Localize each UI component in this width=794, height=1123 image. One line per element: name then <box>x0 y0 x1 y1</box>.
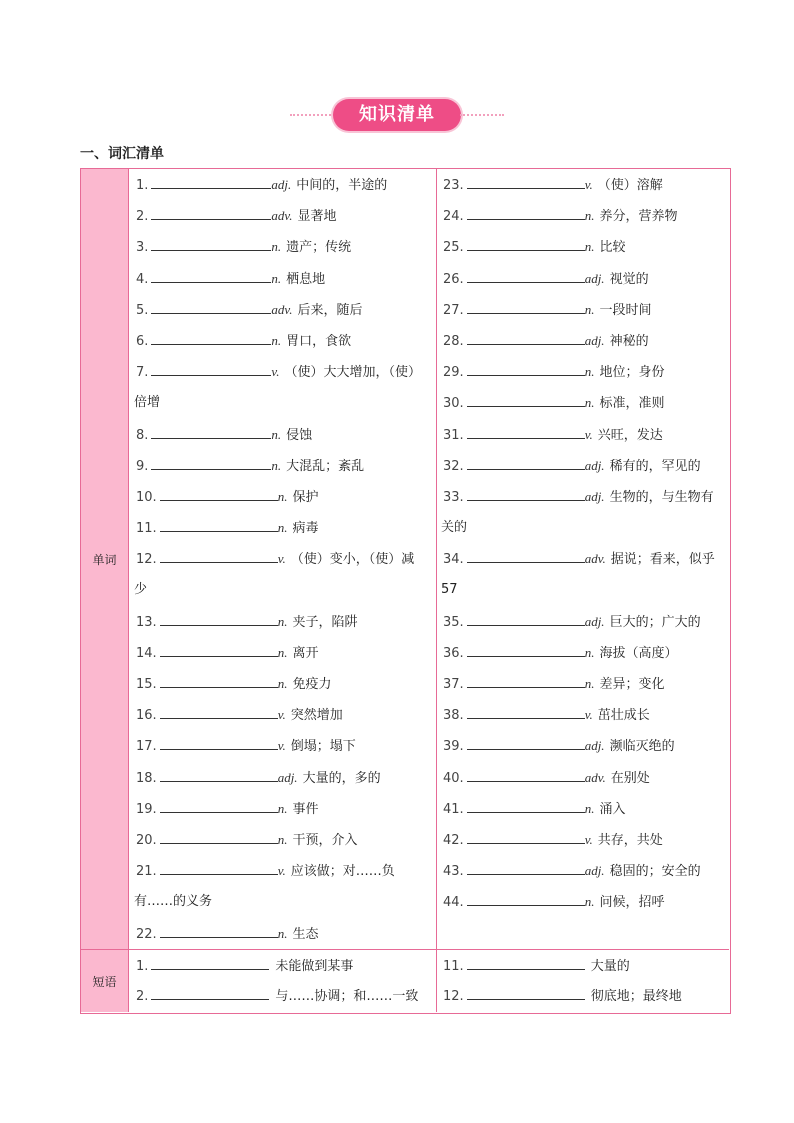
meaning: 稳固的；安全的 <box>609 864 701 880</box>
part-of-speech: adj. <box>584 863 605 879</box>
word-item <box>136 419 432 450</box>
answer-blank[interactable] <box>467 238 585 251</box>
item-number: 24. <box>443 209 464 225</box>
part-of-speech: adv. <box>271 208 293 224</box>
answer-blank[interactable] <box>467 426 585 439</box>
word-item <box>136 637 432 668</box>
meaning-continued: 少 <box>134 582 148 598</box>
part-of-speech: n. <box>584 301 595 317</box>
answer-blank[interactable] <box>160 862 278 875</box>
answer-blank[interactable] <box>467 675 585 688</box>
item-number: 22. <box>136 926 157 942</box>
item-number: 6. <box>136 333 149 349</box>
answer-blank[interactable] <box>151 301 271 314</box>
answer-blank[interactable] <box>467 737 585 750</box>
word-item <box>443 668 729 699</box>
answer-blank[interactable] <box>467 332 585 345</box>
word-item <box>443 200 729 231</box>
item-number: 1. <box>136 178 149 193</box>
item-number: 30. <box>443 396 464 412</box>
word-item <box>443 762 729 793</box>
words-column-right <box>443 169 729 918</box>
word-item <box>443 387 729 418</box>
part-of-speech: n. <box>277 520 288 536</box>
word-item <box>136 512 432 543</box>
meaning: 夹子，陷阱 <box>292 614 358 630</box>
part-of-speech: adj. <box>584 738 605 754</box>
answer-blank[interactable] <box>467 862 585 875</box>
meaning: 栖息地 <box>286 271 326 287</box>
item-number: 5. <box>136 302 149 318</box>
word-item <box>443 886 729 917</box>
item-number: 27. <box>443 302 464 318</box>
word-item <box>443 419 729 450</box>
answer-blank[interactable] <box>160 925 278 938</box>
meaning: 干预，介入 <box>292 832 358 848</box>
answer-blank[interactable] <box>151 426 271 439</box>
answer-blank[interactable] <box>151 457 271 470</box>
meaning: 在别处 <box>610 770 650 786</box>
part-of-speech: n. <box>271 457 282 473</box>
item-number: 15. <box>136 677 157 692</box>
word-item <box>136 169 432 200</box>
answer-blank[interactable] <box>467 893 585 906</box>
word-item <box>136 762 432 793</box>
meaning: 突然增加 <box>290 708 343 724</box>
meaning: 稀有的，罕见的 <box>609 458 701 474</box>
item-number: 2. <box>136 209 149 225</box>
meaning: （使）溶解 <box>597 178 663 193</box>
answer-blank[interactable] <box>467 769 585 782</box>
item-number: 25. <box>443 240 464 256</box>
answer-blank[interactable] <box>467 550 585 563</box>
meaning: 倒塌；塌下 <box>290 739 356 755</box>
answer-blank[interactable] <box>467 957 585 970</box>
word-item <box>136 294 432 325</box>
part-of-speech: n. <box>271 332 282 348</box>
item-number: 9. <box>136 458 149 474</box>
item-number: 12. <box>443 989 464 1004</box>
word-item <box>443 637 729 668</box>
word-item <box>136 606 432 637</box>
part-of-speech: v. <box>584 177 593 192</box>
item-number: 12. <box>136 552 157 568</box>
part-of-speech: n. <box>584 395 595 411</box>
phrases-column-left <box>136 952 432 1012</box>
section-title: 一、词汇清单 <box>80 146 164 162</box>
item-number: 39. <box>443 739 464 755</box>
word-item <box>443 356 729 387</box>
answer-blank[interactable] <box>151 238 271 251</box>
word-item <box>136 699 432 730</box>
part-of-speech: n. <box>277 831 288 847</box>
word-item <box>136 543 432 574</box>
word-item <box>443 231 729 262</box>
word-item <box>443 481 729 512</box>
item-number: 11. <box>136 521 157 537</box>
item-number: 36. <box>443 645 464 661</box>
meaning: 神秘的 <box>609 333 649 349</box>
part-of-speech: n. <box>271 426 282 442</box>
part-of-speech: v. <box>277 863 286 879</box>
word-item <box>443 169 729 200</box>
part-of-speech: n. <box>584 676 595 691</box>
meaning: 大混乱；紊乱 <box>286 458 365 474</box>
meaning: 生态 <box>292 926 319 942</box>
meaning: 濒临灭绝的 <box>609 739 675 755</box>
answer-blank[interactable] <box>467 457 585 470</box>
answer-blank[interactable] <box>160 737 278 750</box>
part-of-speech: adj. <box>584 270 605 286</box>
part-of-speech: adv. <box>584 769 606 785</box>
item-number: 44. <box>443 895 464 911</box>
phrases-column-right <box>443 952 729 1012</box>
meaning: 保护 <box>292 489 319 505</box>
meaning: 差异；变化 <box>599 677 665 692</box>
item-number: 40. <box>443 770 464 786</box>
meaning: （使）变小，（使）减 <box>290 552 415 568</box>
word-item <box>443 855 729 886</box>
item-number: 34. <box>443 552 464 568</box>
meaning: 显著地 <box>297 209 337 225</box>
banner-dots-right <box>460 114 504 116</box>
part-of-speech: n. <box>584 239 595 255</box>
answer-blank[interactable] <box>160 769 278 782</box>
answer-blank[interactable] <box>467 706 585 719</box>
meaning: 大量的 <box>590 959 630 974</box>
item-number: 38. <box>443 708 464 724</box>
word-item <box>136 450 432 481</box>
meaning: 地位；身份 <box>599 365 665 381</box>
meaning: 视觉的 <box>609 271 649 287</box>
word-item <box>443 699 729 730</box>
item-number: 7. <box>136 365 149 381</box>
item-number: 17. <box>136 739 157 755</box>
part-of-speech: v. <box>277 738 286 754</box>
item-number: 14. <box>136 645 157 661</box>
word-item <box>443 294 729 325</box>
answer-blank[interactable] <box>467 301 585 314</box>
part-of-speech: n. <box>584 800 595 816</box>
part-of-speech: v. <box>584 831 593 847</box>
part-of-speech: v. <box>271 364 280 380</box>
column-divider <box>436 169 437 1012</box>
item-number: 35. <box>443 614 464 630</box>
item-number: 13. <box>136 614 157 630</box>
meaning: 一段时间 <box>599 302 652 318</box>
item-number: 11. <box>443 959 464 974</box>
item-number: 18. <box>136 770 157 786</box>
meaning-continued: 有……的义务 <box>134 894 213 910</box>
part-of-speech: n. <box>277 488 288 504</box>
item-number: 20. <box>136 832 157 848</box>
item-number: 21. <box>136 864 157 880</box>
meaning: 离开 <box>292 645 319 661</box>
meaning: 应该做；对……负 <box>290 864 395 880</box>
item-number: 23. <box>443 178 464 193</box>
word-item <box>136 356 432 387</box>
meaning-continued: 倍增 <box>134 395 161 411</box>
meaning: 未能做到某事 <box>275 959 354 974</box>
word-item <box>443 730 729 761</box>
part-of-speech: n. <box>584 894 595 910</box>
meaning: 比较 <box>599 240 626 256</box>
answer-blank[interactable] <box>467 613 585 626</box>
item-number: 16. <box>136 708 157 724</box>
meaning: 中间的，半途的 <box>296 178 388 193</box>
item-number: 41. <box>443 801 464 817</box>
answer-blank[interactable] <box>160 644 278 657</box>
answer-blank[interactable] <box>467 644 585 657</box>
word-item <box>443 263 729 294</box>
answer-blank[interactable] <box>151 987 269 1000</box>
answer-blank[interactable] <box>160 831 278 844</box>
meaning: 后来，随后 <box>297 302 363 318</box>
banner-dots-left <box>290 114 335 116</box>
word-item <box>136 668 432 699</box>
word-item <box>443 325 729 356</box>
word-item <box>136 325 432 356</box>
item-number: 42. <box>443 832 464 848</box>
answer-blank[interactable] <box>467 363 585 376</box>
phrase-item <box>443 982 729 1012</box>
meaning: 生物的，与生物有 <box>609 489 714 505</box>
item-number: 33. <box>443 489 464 505</box>
vocab-table <box>80 168 731 1014</box>
part-of-speech: n. <box>277 800 288 816</box>
meaning: 侵蚀 <box>286 427 313 443</box>
answer-blank[interactable] <box>151 176 271 189</box>
part-of-speech: adj. <box>271 177 292 192</box>
word-item <box>136 200 432 231</box>
category-phrases: 短语 <box>81 949 129 1012</box>
answer-blank[interactable] <box>467 394 585 407</box>
meaning: 茁壮成长 <box>597 708 650 724</box>
phrase-item <box>136 952 432 982</box>
word-item <box>136 855 432 886</box>
word-item <box>443 450 729 481</box>
answer-blank[interactable] <box>160 519 278 532</box>
meaning: 共存，共处 <box>597 832 663 848</box>
word-item <box>136 481 432 512</box>
phrase-item <box>136 982 432 1012</box>
answer-blank[interactable] <box>467 270 585 283</box>
meaning: 养分，营养物 <box>599 209 678 225</box>
part-of-speech: n. <box>584 364 595 380</box>
word-item <box>136 231 432 262</box>
part-of-speech: v. <box>584 707 593 723</box>
meaning: （使）大大增加，（使） <box>284 365 421 381</box>
meaning: 涌入 <box>599 801 626 817</box>
meaning: 据说；看来，似乎 <box>610 552 715 568</box>
phrase-item <box>443 952 729 982</box>
meaning-continued: 57 <box>441 582 458 598</box>
banner-title: 知识清单 <box>333 99 461 131</box>
answer-blank[interactable] <box>160 675 278 688</box>
answer-blank[interactable] <box>467 831 585 844</box>
part-of-speech: n. <box>277 925 288 941</box>
meaning: 事件 <box>292 801 319 817</box>
answer-blank[interactable] <box>467 800 585 813</box>
word-item <box>443 606 729 637</box>
answer-blank[interactable] <box>151 270 271 283</box>
answer-blank[interactable] <box>160 800 278 813</box>
answer-blank[interactable] <box>151 363 271 376</box>
item-number: 2. <box>136 989 149 1004</box>
words-column-left <box>136 169 432 949</box>
meaning: 海拔（高度） <box>599 645 678 661</box>
meaning: 兴旺，发达 <box>597 427 663 443</box>
word-item <box>136 824 432 855</box>
answer-blank[interactable] <box>467 207 585 220</box>
answer-blank[interactable] <box>467 176 585 189</box>
answer-blank[interactable] <box>151 957 269 970</box>
part-of-speech: adj. <box>584 332 605 348</box>
item-number: 28. <box>443 333 464 349</box>
meaning-continued: 关的 <box>441 520 468 536</box>
part-of-speech: adv. <box>271 301 293 317</box>
item-number: 1. <box>136 959 149 974</box>
part-of-speech: n. <box>271 270 282 286</box>
part-of-speech: adv. <box>584 551 606 567</box>
part-of-speech: v. <box>277 551 286 567</box>
part-of-speech: n. <box>271 239 282 255</box>
meaning: 问候，招呼 <box>599 895 665 911</box>
item-number: 29. <box>443 365 464 381</box>
answer-blank[interactable] <box>160 706 278 719</box>
part-of-speech: adj. <box>584 488 605 504</box>
part-of-speech: adj. <box>277 769 298 785</box>
answer-blank[interactable] <box>467 488 585 501</box>
answer-blank[interactable] <box>151 207 271 220</box>
item-number: 43. <box>443 864 464 880</box>
part-of-speech: n. <box>277 613 288 629</box>
word-item <box>136 918 432 949</box>
word-item <box>443 543 729 574</box>
item-number: 26. <box>443 271 464 287</box>
meaning: 与……协调；和……一致 <box>275 989 419 1004</box>
word-item <box>136 730 432 761</box>
item-number: 32. <box>443 458 464 474</box>
part-of-speech: n. <box>277 676 288 691</box>
part-of-speech: adj. <box>584 457 605 473</box>
answer-blank[interactable] <box>151 332 271 345</box>
part-of-speech: n. <box>584 208 595 224</box>
item-number: 4. <box>136 271 149 287</box>
meaning: 遗产；传统 <box>286 240 352 256</box>
word-item <box>443 793 729 824</box>
answer-blank[interactable] <box>160 488 278 501</box>
meaning: 免疫力 <box>292 677 332 692</box>
part-of-speech: adj. <box>584 613 605 629</box>
word-item <box>136 793 432 824</box>
item-number: 31. <box>443 427 464 443</box>
section-banner <box>0 99 794 133</box>
item-number: 10. <box>136 489 157 505</box>
part-of-speech: v. <box>584 426 593 442</box>
category-words: 单词 <box>81 169 129 949</box>
meaning: 彻底地；最终地 <box>590 989 682 1004</box>
item-number: 37. <box>443 677 464 692</box>
answer-blank[interactable] <box>467 987 585 1000</box>
meaning: 病毒 <box>292 521 319 537</box>
part-of-speech: v. <box>277 707 286 723</box>
part-of-speech: n. <box>277 644 288 660</box>
answer-blank[interactable] <box>160 550 278 563</box>
row-divider <box>129 949 729 950</box>
item-number: 3. <box>136 240 149 256</box>
meaning: 标准，准则 <box>599 396 665 412</box>
word-item <box>136 263 432 294</box>
answer-blank[interactable] <box>160 613 278 626</box>
part-of-speech: n. <box>584 644 595 660</box>
item-number: 19. <box>136 801 157 817</box>
meaning: 巨大的；广大的 <box>609 614 701 630</box>
word-item <box>443 824 729 855</box>
item-number: 8. <box>136 427 149 443</box>
meaning: 胃口，食欲 <box>286 333 352 349</box>
meaning: 大量的，多的 <box>302 770 381 786</box>
